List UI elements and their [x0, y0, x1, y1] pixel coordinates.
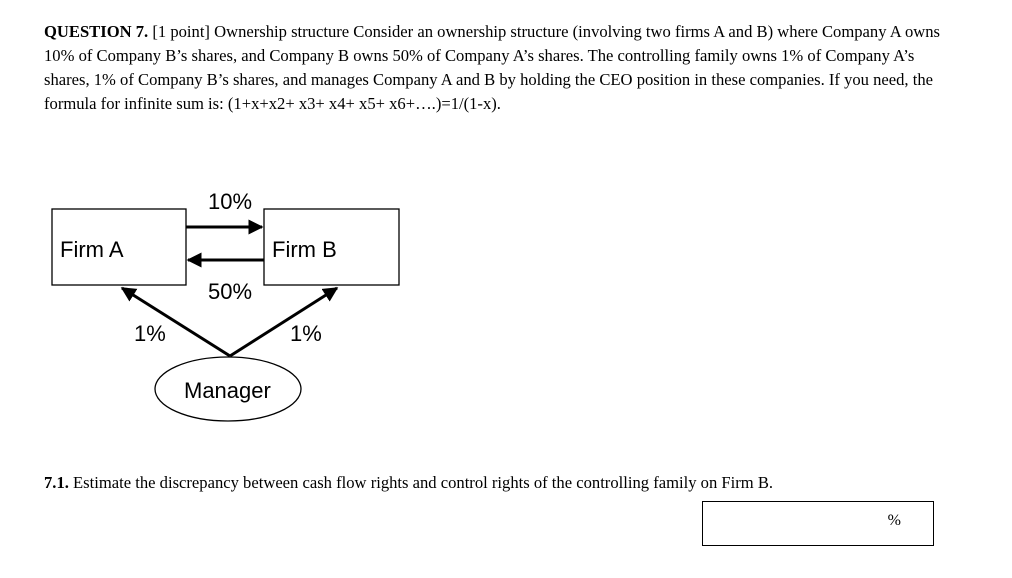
label-manager-to-a: 1% — [134, 321, 166, 346]
subquestion-number: 7.1. — [44, 473, 69, 492]
question-body: [1 point] Ownership structure Consider an ownership structure (involving two firms A and B) where Company A owns 10% of Company B’s shares, and Company B owns 50% of Company A’s shares. The controlling family owns 1% of Company A’s shares, 1% of Company B’s shares, and manages Company A and B by holding the CEO position in these companies. If you need, the formula for infinite sum is: (1+x+x2+ x3+ x4+ x5+ x6+….)=1/(1-x). — [44, 22, 940, 113]
firm-b-label: Firm B — [272, 237, 337, 262]
label-a-to-b: 10% — [208, 189, 253, 214]
answer-input[interactable] — [705, 506, 879, 542]
answer-unit: % — [887, 512, 901, 529]
manager-label: Manager — [184, 378, 271, 403]
subquestion-body: Estimate the discrepancy between cash flow rights and control rights of the controlling family on Firm B. — [68, 473, 774, 492]
question-number: QUESTION 7. — [44, 22, 149, 41]
subquestion-text — [44, 472, 944, 494]
firm-a-label: Firm A — [60, 237, 124, 262]
label-manager-to-b: 1% — [290, 321, 322, 346]
answer-box — [702, 501, 934, 546]
label-b-to-a: 50% — [208, 279, 253, 304]
